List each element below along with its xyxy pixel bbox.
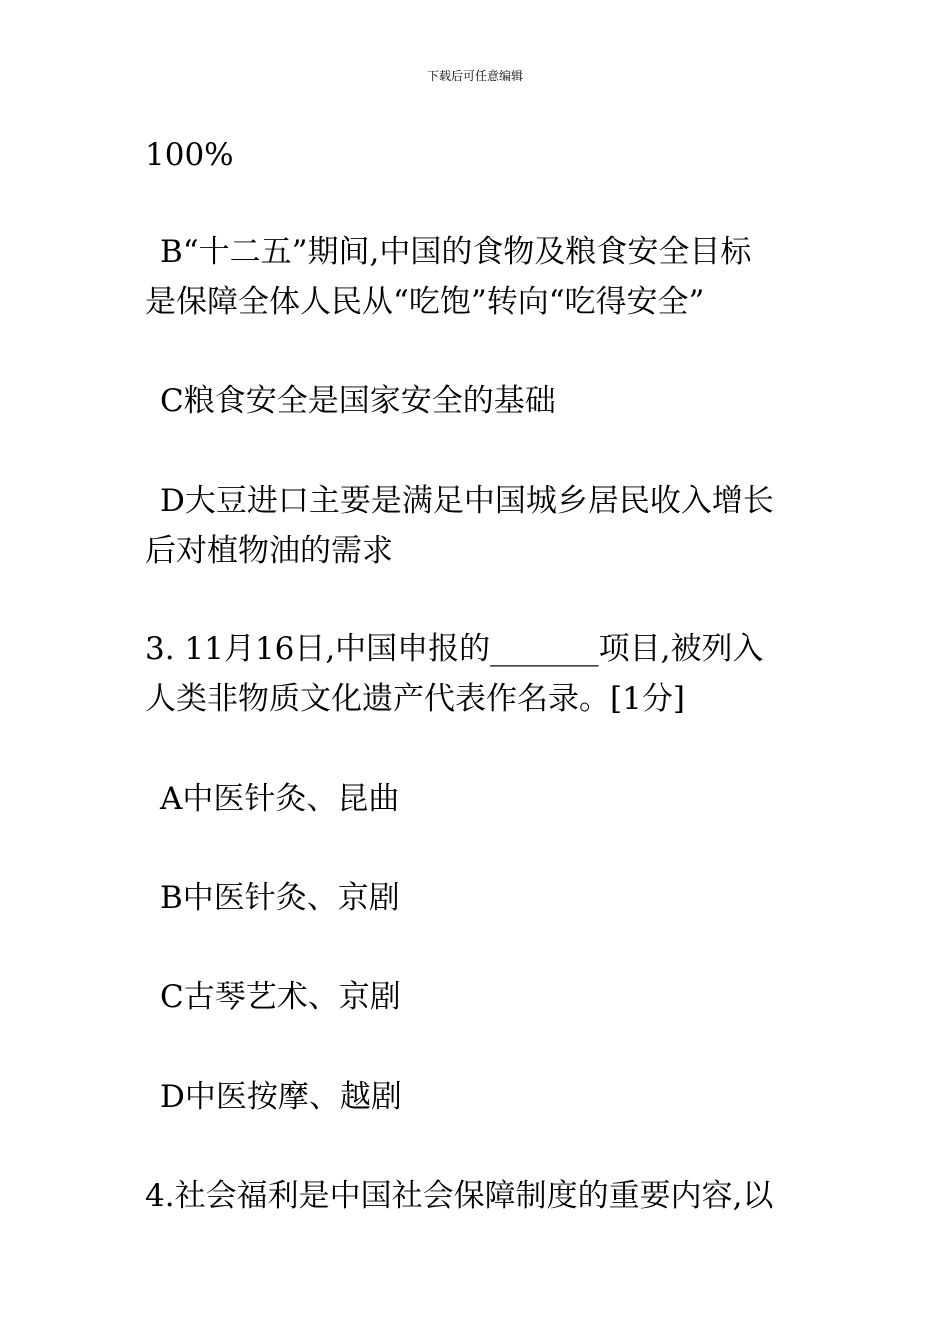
option-c-line: C粮食安全是国家安全的基础	[160, 383, 556, 419]
question-4-line-1: 4.社会福利是中国社会保障制度的重要内容,以	[145, 1178, 774, 1214]
option-d-line-1: D大豆进口主要是满足中国城乡居民收入增长	[160, 483, 774, 519]
question-3-option-b: B中医针灸、京剧	[160, 880, 400, 916]
text-line-percentage: 100%	[145, 137, 234, 173]
question-3-line-2: 人类非物质文化遗产代表作名录。[1分]	[145, 681, 685, 717]
question-3-option-d: D中医按摩、越剧	[160, 1079, 402, 1115]
page-header: 下载后可任意编辑	[426, 69, 523, 83]
question-3-line-1: 3. 11月16日,中国申报的_______项目,被列入	[145, 631, 764, 667]
option-d-line-2: 后对植物油的需求	[145, 533, 393, 569]
option-b-line-2: 是保障全体人民从“吃饱”转向“吃得安全”	[145, 284, 705, 320]
option-b-line-1: B“十二五”期间,中国的食物及粮食安全目标	[160, 234, 752, 270]
question-3-option-c: C古琴艺术、京剧	[160, 979, 401, 1015]
question-3-option-a: A中医针灸、昆曲	[160, 781, 400, 817]
